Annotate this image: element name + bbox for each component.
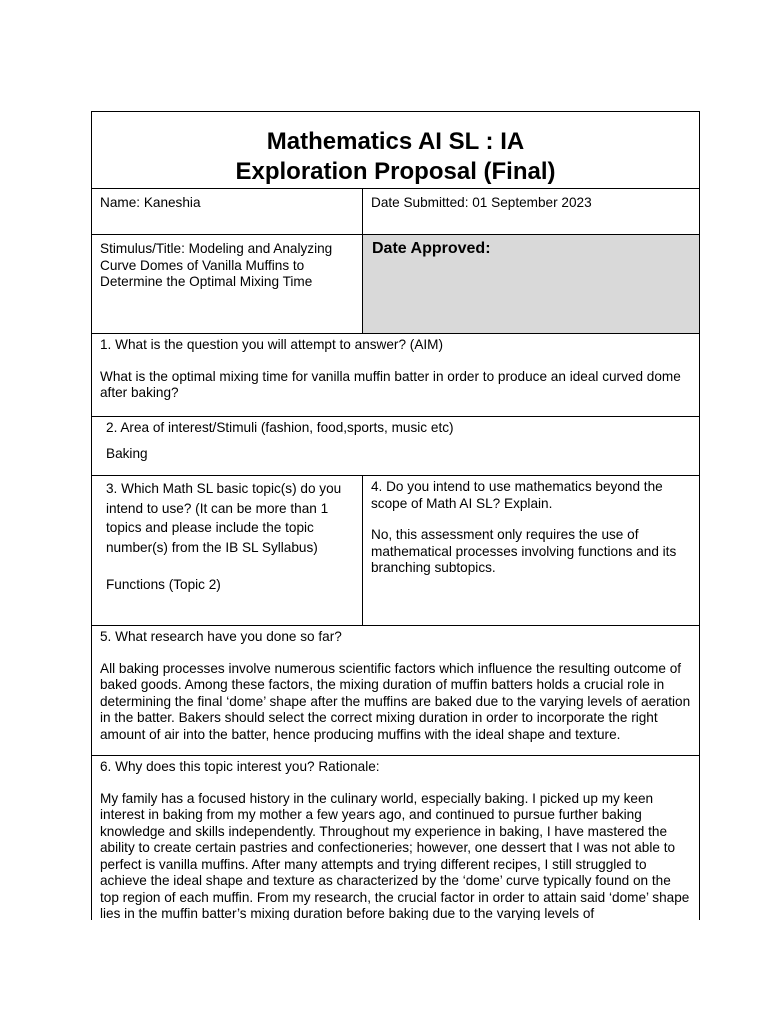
question-2-cell <box>92 417 699 462</box>
question-5-row <box>92 626 699 756</box>
question-2-text <box>106 420 691 437</box>
question-1-row <box>92 334 699 417</box>
proposal-form <box>91 111 700 920</box>
question-4-cell <box>363 476 699 625</box>
question-1-answer: What is the optimal mixing time for vanilla muffin batter in order to produce an ideal curved dome after baking? <box>100 368 681 400</box>
question-1-cell <box>92 334 699 402</box>
student-name: Name: Kaneshia <box>100 195 201 210</box>
stimulus-cell <box>92 235 363 333</box>
date-approved-label: Date Approved: <box>372 240 491 257</box>
question-6-cell <box>92 756 699 920</box>
question-6-text: 6. Why does this topic interest you? Rationale: <box>100 759 380 774</box>
question-2-label: . Area of interest/Stimuli (fashion, food,sports, music etc) <box>113 420 454 435</box>
question-2-row <box>92 417 699 476</box>
question-5-answer: All baking processes involve numerous scientific factors which influence the resulting outcome of baked goods. Among these factors, the mixing duration of muffin batters holds a crucial role in determining the final ‘dome’ shape after the muffins are baked due to the varying levels of aeration in the batter. Bakers should select the correct mixing duration in order to incorporate the right amount of air into the batter, hence producing muffins with the ideal shape and texture. <box>100 660 691 742</box>
question-6-row <box>92 756 699 920</box>
stimulus-row <box>92 235 699 334</box>
name-cell <box>92 189 363 234</box>
question-5-cell <box>92 626 699 743</box>
question-3-cell <box>92 476 363 625</box>
question-3-text: 3. Which Math SL basic topic(s) do you intend to use? (It can be more than 1 topics and please include the topic number(s) from the IB SL Syllabus) <box>106 481 342 555</box>
date-submitted-cell <box>363 189 699 234</box>
form-subtitle: Exploration Proposal (Final) <box>235 158 556 185</box>
question-1-text: 1. What is the question you will attempt to answer? (AIM) <box>100 337 444 352</box>
date-approved-cell <box>363 235 699 333</box>
question-6-answer: My family has a focused history in the culinary world, especially baking. I picked up my keen interest in baking from my mother a few years ago, and continued to pursue further baking knowledge and skills independently. Throughout my experience in baking, I have mastered the ability to create certain pastries and confectioneries; however, one dessert that I was not able to perfect is vanilla muffins. After many attempts and trying different recipes, I still struggled to achieve the ideal shape and texture as characterized by the ‘dome’ curve typically found on the top region of each muffin. From my research, the crucial factor in order to attain said ‘dome’ shape lies in the muffin batter’s mixing duration before baking due to the varying levels of <box>100 790 690 920</box>
date-submitted: Date Submitted: 01 September 2023 <box>371 195 592 210</box>
question-4-answer: No, this assessment only requires the use of mathematical processes involving functions and its branching subtopics. <box>371 527 677 575</box>
questions-3-4-row <box>92 476 699 626</box>
name-date-row <box>92 189 699 235</box>
question-2-answer: Baking <box>106 445 148 461</box>
question-3-answer: Functions (Topic 2) <box>106 577 221 592</box>
question-5-text: 5. What research have you done so far? <box>100 629 342 644</box>
stimulus-title: Stimulus/Title: Modeling and Analyzing Curve Domes of Vanilla Muffins to Determine the Optimal Mixing Time <box>100 241 333 289</box>
form-title: Mathematics AI SL : IA <box>266 128 525 155</box>
title-row <box>92 112 699 189</box>
question-4-text: 4. Do you intend to use mathematics beyond the scope of Math AI SL? Explain. <box>371 479 663 511</box>
question-2-number: 2 <box>106 420 114 435</box>
